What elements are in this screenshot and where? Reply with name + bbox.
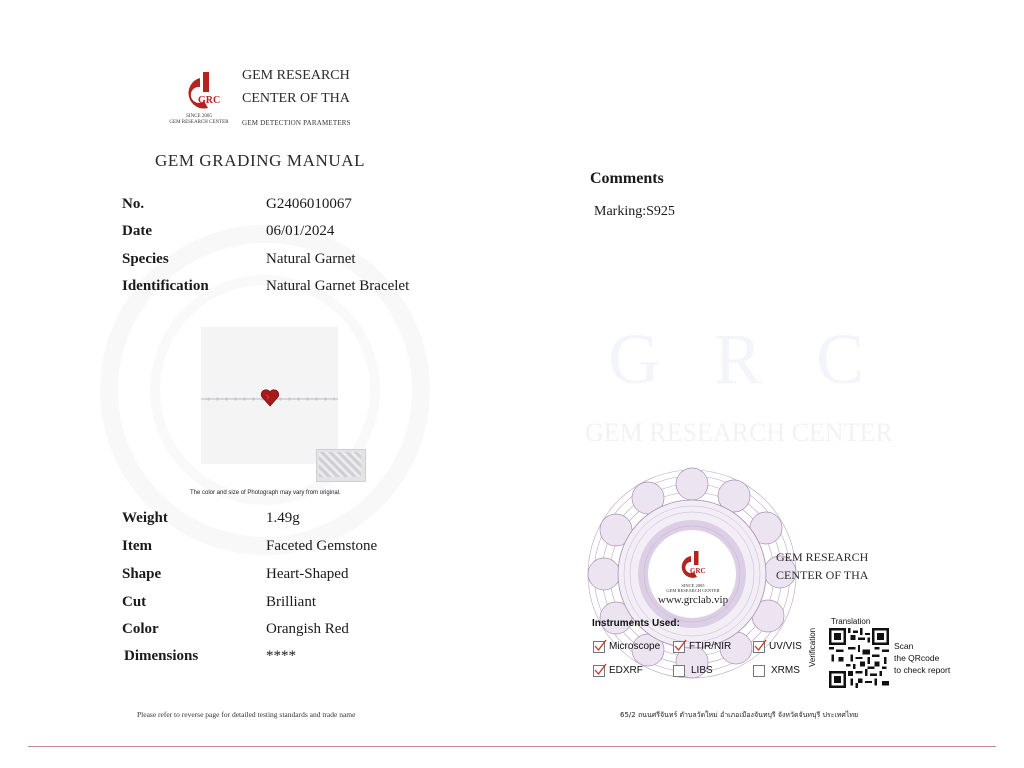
scan-line2: the QRcode (894, 653, 940, 663)
field-value-species: Natural Garnet (266, 251, 356, 267)
footer-address: 65/2 ถนนศรีจันทร์ ตำบลวัดใหม่ อำเภอเมืองจันทบุรี จังหวัดจันทบุรี ประเทศไทย (620, 711, 859, 719)
footer-reverse-note: Please refer to reverse page for detailed testing standards and trade name (137, 710, 356, 719)
page-title: GEM GRADING MANUAL (155, 151, 366, 170)
instrument-label-ftir-nir: FTIR/NIR (689, 641, 732, 652)
checkbox-xrms (753, 665, 765, 677)
org-tagline: GEM DETECTION PARAMETERS (242, 119, 351, 127)
field-label-dimensions: Dimensions (124, 648, 199, 664)
field-value-shape: Heart-Shaped (266, 566, 349, 582)
scan-line1: Scan (894, 641, 914, 651)
seal-since (650, 583, 736, 593)
checkbox-libs (673, 665, 685, 677)
logo-text: GRC (198, 95, 221, 106)
seal-since-org: GEM RESEARCH CENTER (666, 588, 720, 593)
field-label-weight: Weight (122, 510, 168, 526)
instruments-heading: Instruments Used: (592, 618, 680, 629)
field-label-cut: Cut (122, 594, 147, 610)
field-label-species: Species (122, 251, 169, 267)
instrument-label-xrms: XRMS (771, 665, 800, 676)
verification-label: Verification (808, 627, 817, 667)
since-org: GEM RESEARCH CENTER (169, 120, 229, 125)
field-value-color: Orangish Red (266, 621, 349, 637)
instrument-label-edxrf: EDXRF (609, 665, 643, 676)
logo-since (168, 114, 230, 126)
field-value-dimensions: **** (266, 648, 296, 664)
seal-website: www.grclab.vip (657, 594, 729, 606)
seal-org-line1: GEM RESEARCH (776, 550, 869, 564)
field-value-identification: Natural Garnet Bracelet (266, 278, 410, 294)
instrument-label-libs: LIBS (691, 665, 713, 676)
heart-gem-icon (260, 388, 280, 407)
checkbox-ftir-nir (673, 641, 685, 653)
watermark-subtitle: GEM RESEARCH CENTER (585, 418, 893, 447)
seal-org-line2: CENTER OF THA (776, 568, 869, 582)
field-label-shape: Shape (122, 566, 162, 582)
check-icon (593, 663, 607, 677)
photo-disclaimer: The color and size of Photograph may vary from original. (190, 490, 341, 496)
comments-text: Marking:S925 (594, 204, 675, 219)
check-icon (593, 639, 607, 653)
scan-instructions (894, 640, 950, 676)
check-icon (753, 639, 767, 653)
hologram-pattern (319, 452, 361, 477)
seal-logo-text: GRC (690, 567, 706, 575)
since-year: SINCE 2005 (186, 114, 212, 119)
org-name-line1: GEM RESEARCH (242, 68, 350, 83)
instrument-label-microscope: Microscope (609, 641, 661, 652)
field-value-date: 06/01/2024 (266, 223, 335, 239)
field-value-cut: Brilliant (266, 594, 316, 610)
bottom-divider (28, 746, 996, 747)
check-icon (673, 639, 687, 653)
field-value-weight: 1.49g (266, 510, 300, 526)
translation-label: Translation (831, 617, 871, 626)
grc-logo (178, 70, 224, 116)
scan-line3: to check report (894, 665, 951, 675)
field-value-number: G2406010067 (266, 196, 352, 212)
instrument-label-uv-vis: UV/VIS (769, 641, 802, 652)
checkbox-uv-vis (753, 641, 765, 653)
field-label-date: Date (122, 223, 152, 239)
qr-code[interactable] (829, 628, 889, 688)
org-name-line2: CENTER OF THA (242, 91, 350, 106)
checkbox-edxrf (593, 665, 605, 677)
checkbox-microscope (593, 641, 605, 653)
field-value-item: Faceted Gemstone (266, 538, 378, 554)
seal-grc-logo (676, 551, 710, 581)
field-label-color: Color (122, 621, 159, 637)
watermark-grc: G R C (607, 319, 883, 399)
field-label-number: No. (122, 196, 145, 212)
field-label-identification: Identification (122, 278, 209, 294)
comments-heading: Comments (590, 170, 664, 187)
field-label-item: Item (122, 538, 152, 554)
seal-since-year: SINCE 2005 (681, 583, 705, 588)
